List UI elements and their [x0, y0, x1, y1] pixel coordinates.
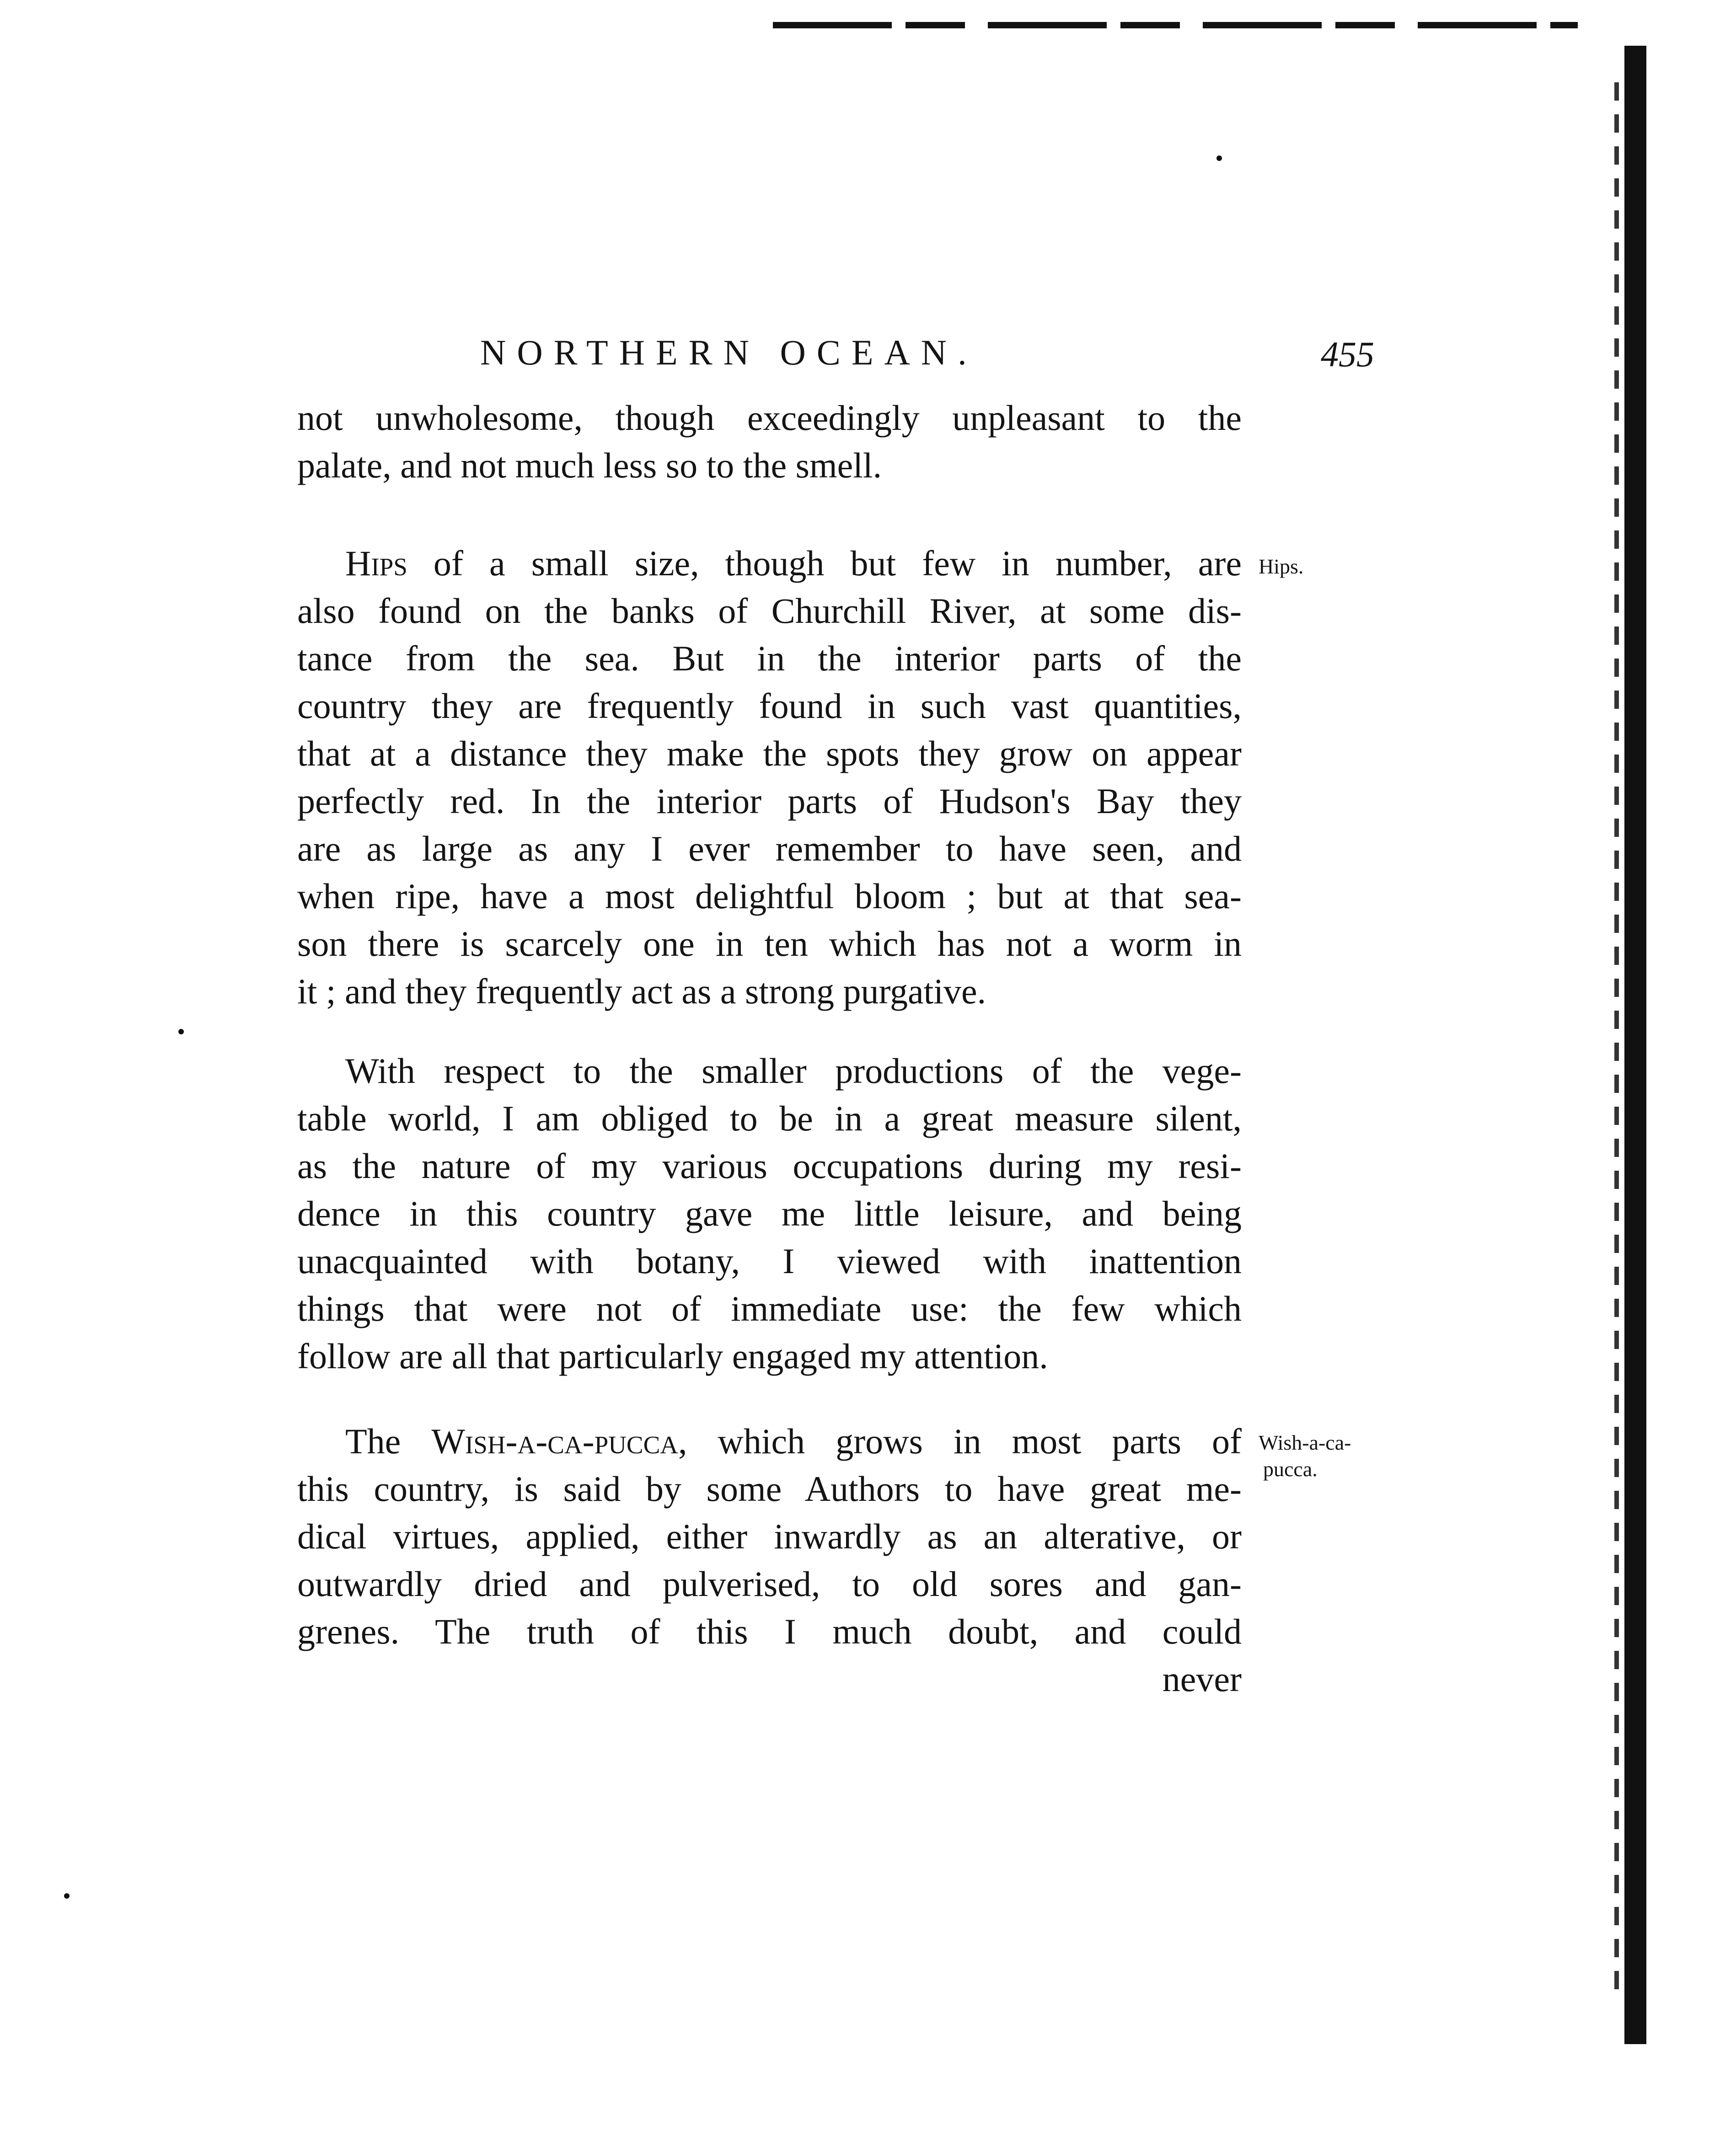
page-number: 455 [1321, 334, 1374, 374]
text-line: country they are frequently found in such vast quantities, [297, 686, 1242, 726]
paragraph-wish-a-ca-pucca [297, 1418, 1242, 1703]
text-line: follow are all that particularly engaged my attention. [297, 1336, 1048, 1376]
text-line: tance from the sea. But in the interior parts of the [297, 638, 1242, 678]
paragraph-lead-word: Wish-a-ca-pucca [431, 1421, 678, 1461]
text-line: are as large as any I ever remember to have seen, and [297, 829, 1242, 868]
margin-note-hips: Hips. [1259, 555, 1304, 578]
text-line-rest: , which grows in most parts of [678, 1421, 1242, 1461]
text-line: things that were not of immediate use: the few which [297, 1289, 1242, 1328]
paragraph-smaller-productions [297, 1047, 1242, 1380]
running-head: NORTHERN OCEAN. [480, 332, 978, 372]
catchword: never [1162, 1659, 1242, 1699]
text-line-rest: of a small size, though but few in number, are [407, 543, 1242, 583]
text-line: when ripe, have a most delightful bloom ; but at that sea- [297, 876, 1242, 916]
text-line: outwardly dried and pulverised, to old sores and gan- [297, 1564, 1242, 1604]
text-line: table world, I am obliged to be in a great measure silent, [297, 1098, 1242, 1138]
text-line: also found on the banks of Churchill River, at some dis- [297, 591, 1242, 631]
margin-note-line: Wish-a-ca- [1259, 1431, 1351, 1454]
scan-top-edge-mark [773, 22, 1578, 28]
text-line: it ; and they frequently act as a strong purgative. [297, 971, 986, 1011]
text-line: this country, is said by some Authors to have great me- [297, 1469, 1242, 1509]
text-line: palate, and not much less so to the smell. [297, 445, 882, 485]
scan-speck [178, 1029, 184, 1034]
text-line: dence in this country gave me little leisure, and being [297, 1194, 1242, 1233]
text-line: grenes. The truth of this I much doubt, and could [297, 1612, 1242, 1651]
text-line: dical virtues, applied, either inwardly as an alterative, or [297, 1516, 1242, 1556]
text-line: not unwholesome, though exceedingly unpleasant to the [297, 398, 1242, 438]
paragraph-hips [297, 540, 1242, 1015]
paragraph-continuation [297, 394, 1242, 489]
scan-page-edge-shadow [1624, 46, 1646, 2044]
text-line: perfectly red. In the interior parts of Hudson's Bay they [297, 781, 1242, 821]
margin-note-line: pucca. [1263, 1457, 1318, 1481]
text-line [297, 540, 1242, 587]
paragraph-lead-word: Hips [345, 543, 407, 583]
text-line: son there is scarcely one in ten which has not a worm in [297, 924, 1242, 964]
text-line: unacquainted with botany, I viewed with inattention [297, 1241, 1242, 1281]
scan-page-edge-speckle [1614, 82, 1619, 2003]
scan-speck [1216, 155, 1222, 161]
scan-speck [64, 1893, 70, 1899]
margin-note-wish-a-ca-pucca [1259, 1430, 1351, 1483]
text-line: as the nature of my various occupations during my resi- [297, 1146, 1242, 1186]
text-line: With respect to the smaller productions of the vege- [345, 1051, 1242, 1091]
text-line-start: The [345, 1421, 432, 1461]
text-line [297, 1418, 1242, 1465]
text-line: that at a distance they make the spots they grow on appear [297, 734, 1242, 773]
